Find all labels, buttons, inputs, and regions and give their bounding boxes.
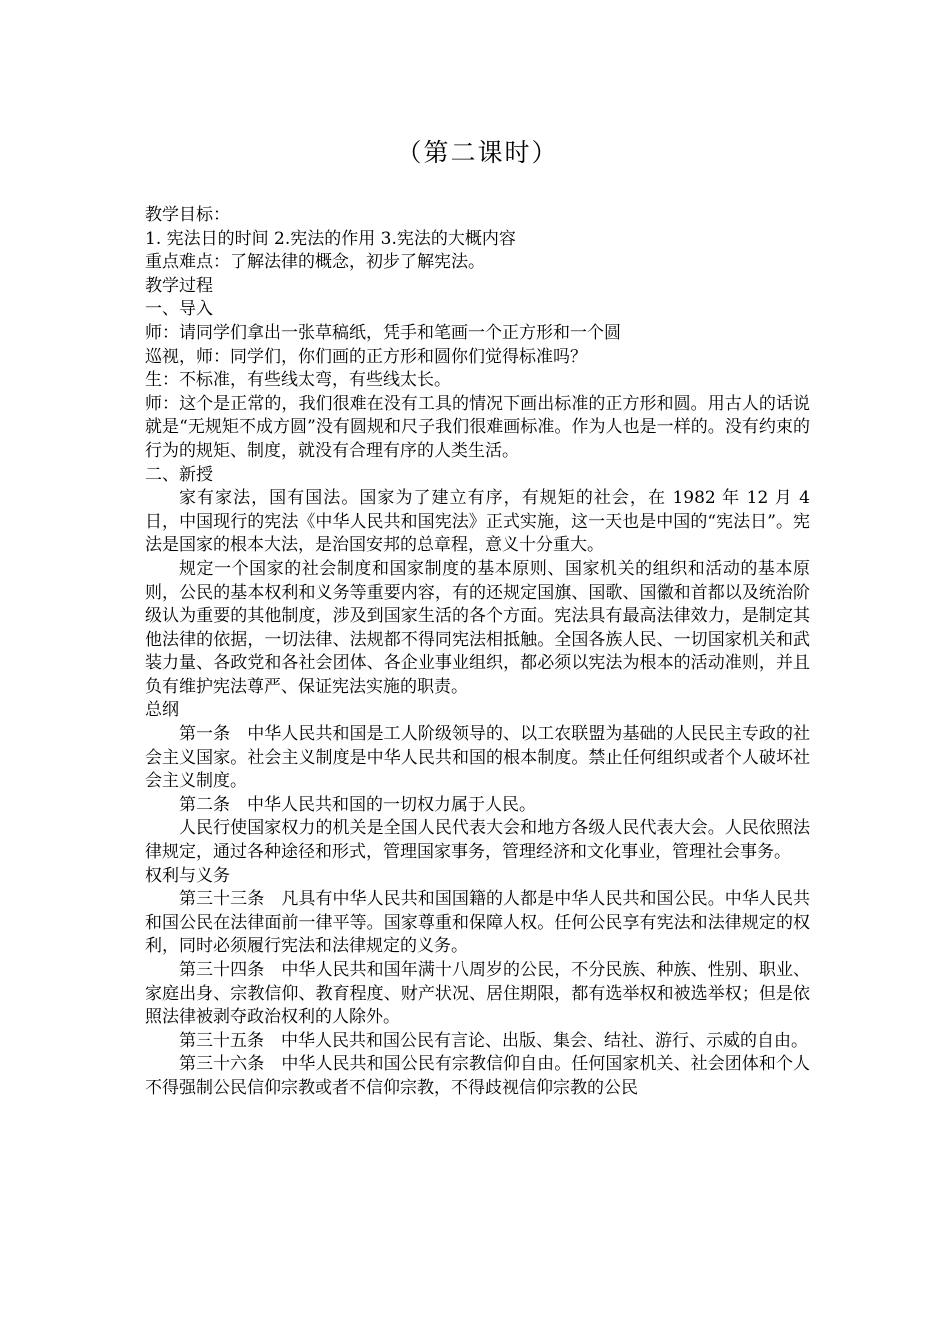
lesson-title: （第二课时） [396, 138, 559, 167]
process-heading: 教学过程 [145, 275, 213, 296]
rights-heading: 权利与义务 [145, 865, 230, 886]
general-heading: 总纲 [145, 700, 179, 721]
article: 第三十四条 中华人民共和国年满十八周岁的公民，不分民族、种族、性别、职业、家庭出身、宗教信仰、教育程度、财产状况、居住期限，都有选举权和被选举权；但是依照法律被剥夺政治权利的人除外。 [145, 960, 810, 1028]
key-points: 重点难点：了解法律的概念，初步了解宪法。 [145, 252, 485, 273]
paragraph: 家有家法，国有国法。国家为了建立有序，有规矩的社会，在 1982 年 12 月 4 日，中国现行的宪法《中华人民共和国宪法》正式实施，这一天也是中国的“宪法日”。宪法是国家的根本大法，是治国安邦的总章程，意义十分重大。 [145, 488, 810, 556]
section-heading-new: 二、新授 [145, 464, 213, 485]
section-heading-intro: 一、导入 [145, 299, 213, 320]
dialogue-line: 师：这个是正常的，我们很难在没有工具的情况下画出标准的正方形和圆。用古人的话说就是“无规矩不成方圆”没有圆规和尺子我们很难画标准。作为人也是一样的。没有约束的行为的规矩、制度，就没有合理有序的人类生活。 [145, 393, 810, 461]
lesson-body [145, 204, 810, 1101]
goals-heading: 教学目标： [145, 205, 230, 225]
article: 人民行使国家权力的机关是全国人民代表大会和地方各级人民代表大会。人民依照法律规定，通过各种途径和形式，管理国家事务，管理经济和文化事业，管理社会事务。 [145, 818, 810, 863]
article: 第三十五条 中华人民共和国公民有言论、出版、集会、结社、游行、示威的自由。 [179, 1030, 808, 1051]
dialogue-line: 师：请同学们拿出一张草稿纸，凭手和笔画一个正方形和一个圆 [145, 322, 621, 343]
dialogue-line: 巡视，师：同学们，你们画的正方形和圆你们觉得标准吗？ [145, 346, 587, 367]
goals-items: 1. 宪法日的时间 2.宪法的作用 3.宪法的大概内容 [145, 228, 516, 249]
article: 第一条 中华人民共和国是工人阶级领导的、以工农联盟为基础的人民民主专政的社会主义国家。社会主义制度是中华人民共和国的根本制度。禁止任何组织或者个人破坏社会主义制度。 [145, 724, 810, 792]
dialogue-line: 生：不标准，有些线太弯，有些线太长。 [145, 370, 451, 391]
paragraph: 规定一个国家的社会制度和国家制度的基本原则、国家机关的组织和活动的基本原则，公民的基本权利和义务等重要内容，有的还规定国旗、国歌、国徽和首都以及统治阶级认为重要的其他制度，涉及到国家生活的各个方面。宪法具有最高法律效力，是制定其他法律的依据，一切法律、法规都不得同宪法相抵触。全国各族人民、一切国家机关和武装力量、各政党和各社会团体、各企业事业组织，都必须以宪法为根本的活动准则，并且负有维护宪法尊严、保证宪法实施的职责。 [145, 558, 810, 697]
article: 第二条 中华人民共和国的一切权力属于人民。 [179, 794, 536, 815]
article: 第三十三条 凡具有中华人民共和国国籍的人都是中华人民共和国公民。中华人民共和国公民在法律面前一律平等。国家尊重和保障人权。任何公民享有宪法和法律规定的权利，同时必须履行宪法和法律规定的义务。 [145, 889, 810, 957]
article: 第三十六条 中华人民共和国公民有宗教信仰自由。任何国家机关、社会团体和个人不得强制公民信仰宗教或者不信仰宗教，不得歧视信仰宗教的公民 [145, 1054, 810, 1098]
